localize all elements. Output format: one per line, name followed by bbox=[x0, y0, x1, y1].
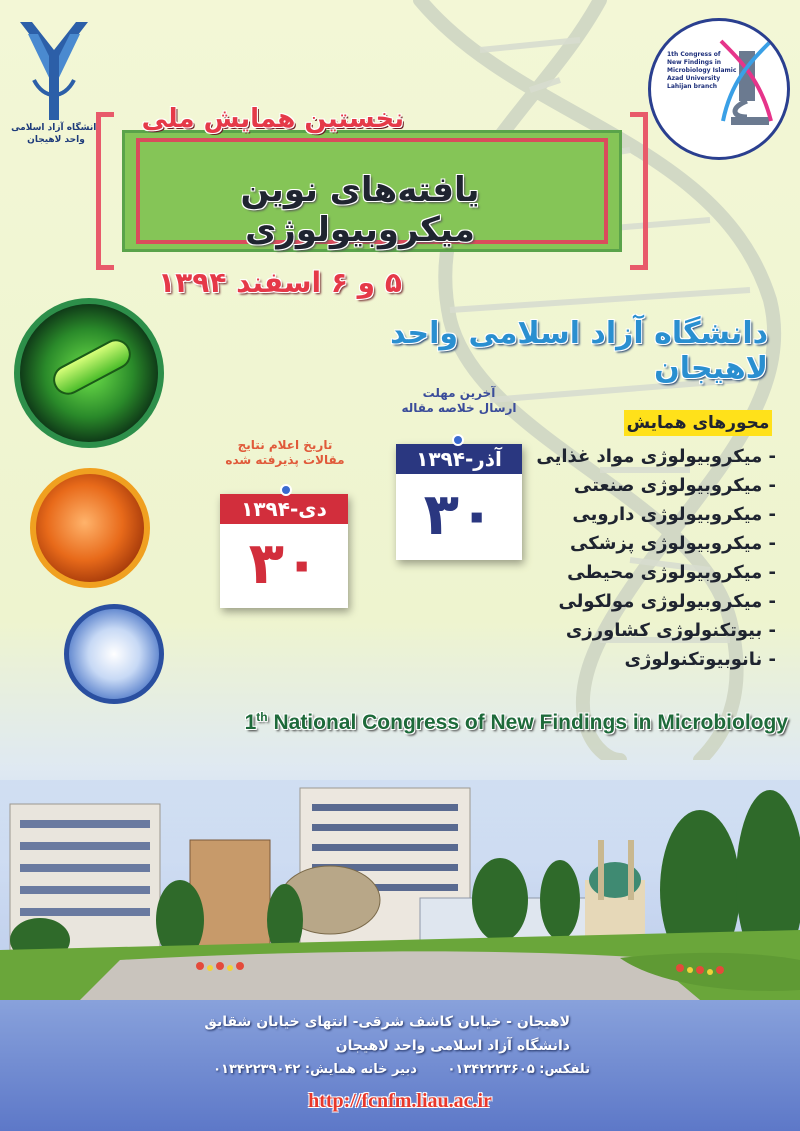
frame-bracket-right bbox=[630, 112, 648, 270]
topic-item: - میکروبیولوژی مواد غذایی bbox=[536, 446, 776, 467]
topic-item: - میکروبیولوژی مولکولی bbox=[558, 591, 776, 612]
secretariat-number: دبیر خانه همایش: ۰۱۳۴۲۲۳۹۰۴۲ bbox=[213, 1062, 417, 1077]
congress-logo-text: 1th Congress of New Findings in Microbiology Islamic Azad University Lahijan branch bbox=[667, 51, 737, 90]
congress-date: ۵ و ۶ اسفند ۱۳۹۴ bbox=[158, 266, 402, 299]
footer-address: لاهیجان - خیابان کاشف شرقی- انتهای خیابان شقایق bbox=[204, 1014, 570, 1030]
topic-item: - میکروبیولوژی پزشکی bbox=[570, 533, 776, 554]
calendar-month-year: دی-۱۳۹۴ bbox=[220, 494, 348, 524]
website-link[interactable]: http://fcnfm.liau.ac.ir bbox=[308, 1090, 492, 1112]
congress-logo bbox=[648, 18, 790, 160]
host-university: دانشگاه آزاد اسلامی واحد لاهیجان bbox=[390, 316, 768, 386]
calendar-day: ۳۰ bbox=[248, 529, 320, 597]
topics-header: محورهای همایش bbox=[624, 410, 772, 436]
cells-image bbox=[64, 604, 164, 704]
topics-list bbox=[530, 442, 776, 674]
topic-item: - میکروبیولوژی محیطی bbox=[567, 562, 776, 583]
english-congress-title: 1th National Congress of New Findings in Microbiology bbox=[244, 710, 788, 734]
university-logo-caption: دانشگاه آزاد اسلامی واحد لاهیجان bbox=[11, 123, 101, 145]
results-date-calendar bbox=[220, 494, 348, 608]
frame-bracket-left bbox=[96, 112, 114, 270]
virus-image bbox=[30, 468, 150, 588]
microscope-icon bbox=[651, 21, 790, 160]
calendar-day: ۳۰ bbox=[423, 480, 495, 548]
abstract-deadline-caption: آخرین مهلت ارسال خلاصه مقاله bbox=[401, 386, 517, 415]
calendar-month-year: آذر-۱۳۹۴ bbox=[396, 444, 522, 474]
footer-university: دانشگاه آزاد اسلامی واحد لاهیجان bbox=[335, 1038, 570, 1054]
topic-item: - میکروبیولوژی صنعتی bbox=[573, 475, 776, 496]
congress-subtitle: نخستین همایش ملی bbox=[141, 104, 404, 134]
topic-item: - بیوتکنولوژی کشاورزی bbox=[565, 620, 776, 641]
pin-icon bbox=[280, 484, 292, 496]
results-date-caption: تاریخ اعلام نتایج مقالات پذیرفته شده bbox=[225, 438, 345, 467]
footer-contact bbox=[170, 1062, 590, 1077]
pin-icon bbox=[452, 434, 464, 446]
topic-item: - نانوبیوتکنولوژی bbox=[624, 649, 776, 670]
telefax-number: تلفکس: ۰۱۳۴۲۲۲۳۶۰۵ bbox=[447, 1062, 590, 1077]
topic-item: - میکروبیولوژی دارویی bbox=[572, 504, 776, 525]
congress-title: یافته‌های نوین میکروبیولوژی bbox=[240, 170, 480, 250]
abstract-deadline-calendar bbox=[396, 444, 522, 560]
campus-photo bbox=[0, 780, 800, 1000]
